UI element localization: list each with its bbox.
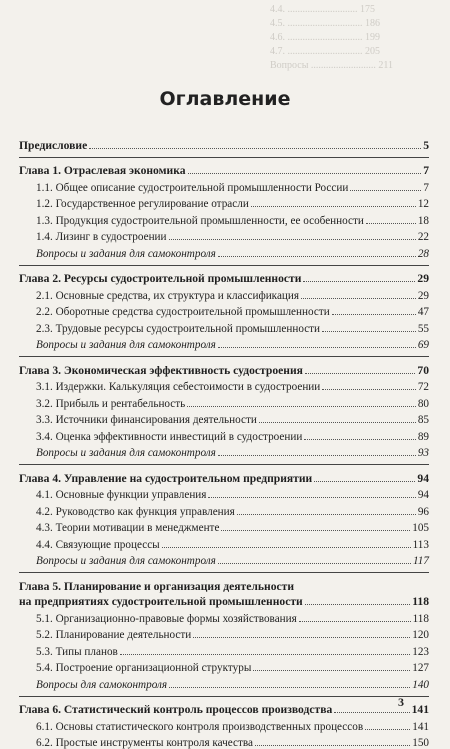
toc-entry-label: Вопросы и задания для самоконтроля: [36, 555, 218, 567]
toc-entry-label: на предприятиях судостроительной промышленности: [19, 595, 305, 608]
page-title: Оглавление: [0, 88, 450, 110]
toc-leader-dots: [303, 281, 415, 282]
toc-chapter-entry[interactable]: [19, 359, 429, 377]
toc-entry-label: Глава 2. Ресурсы судостроительной промышленности: [19, 272, 303, 285]
toc-leader-dots: [301, 298, 416, 299]
toc-leader-dots: [322, 331, 416, 332]
toc-entry-page: 117: [411, 555, 429, 567]
toc-leader-dots: [208, 497, 415, 498]
toc-questions-entry[interactable]: [19, 443, 429, 460]
toc-entry-label: 1.4. Лизинг в судостроении: [36, 231, 169, 243]
toc-entry-label: 1.3. Продукция судостроительной промышленности, ее особенности: [36, 215, 366, 227]
toc-leader-dots: [255, 745, 410, 746]
toc-section-entry[interactable]: [19, 377, 429, 394]
toc-entry-label: 6.2. Простые инструменты контроля качества: [36, 737, 255, 749]
toc-entry-label: 6.1. Основы статистического контроля производственных процессов: [36, 721, 365, 733]
toc-chapter-entry[interactable]: [19, 699, 429, 717]
toc-section-entry[interactable]: [19, 426, 429, 443]
toc-section-entry[interactable]: [19, 177, 429, 194]
toc-section-entry[interactable]: [19, 658, 429, 675]
toc-leader-dots: [193, 637, 410, 638]
toc-section-entry[interactable]: [19, 485, 429, 502]
toc-entry-page: 70: [415, 364, 429, 377]
chapter-divider: [19, 696, 429, 697]
toc-entry-label: 4.3. Теории мотивации в менеджменте: [36, 522, 221, 534]
toc-entry-page: 141: [410, 703, 429, 716]
toc-leader-dots: [89, 148, 421, 149]
bleed-through-text: 4.4. ............................ 175 4.5. .............................. 186 4.6. .............................. 199 4.7. .............................. 205 Вопросы .......................... 211: [0, 0, 450, 80]
toc-leader-dots: [169, 687, 410, 688]
toc-section-entry[interactable]: [19, 393, 429, 410]
toc-section-entry[interactable]: [19, 641, 429, 658]
toc-entry-label: Глава 1. Отраслевая экономика: [19, 164, 188, 177]
toc-entry-page: 89: [416, 431, 429, 443]
toc-leader-dots: [332, 314, 416, 315]
toc-entry-page: 150: [410, 737, 429, 749]
toc-entry-page: 5: [421, 139, 429, 152]
toc-entry-page: 18: [416, 215, 429, 227]
chapter-divider: [19, 157, 429, 158]
toc-section-entry[interactable]: [19, 501, 429, 518]
chapter-divider: [19, 464, 429, 465]
chapter-divider: [19, 356, 429, 357]
toc-entry-label: 1.1. Общее описание судостроительной промышленности России: [36, 182, 350, 194]
toc-section-entry[interactable]: [19, 608, 429, 625]
toc-leader-dots: [305, 604, 411, 605]
toc-leader-dots: [350, 190, 421, 191]
toc-leader-dots: [162, 547, 411, 548]
toc-questions-entry[interactable]: [19, 243, 429, 260]
toc-entry-label: 5.4. Построение организационной структуры: [36, 662, 253, 674]
toc-entry-label: 3.3. Источники финансирования деятельности: [36, 414, 259, 426]
toc-entry-page: 7: [421, 164, 429, 177]
toc-entry-page: 94: [415, 472, 429, 485]
toc-entry-label: 4.2. Руководство как функция управления: [36, 506, 237, 518]
toc-leader-dots: [299, 621, 411, 622]
toc-section-entry[interactable]: [19, 716, 429, 733]
toc-entry-label: 5.2. Планирование деятельности: [36, 629, 193, 641]
toc-questions-entry[interactable]: [19, 674, 429, 691]
toc-leader-dots: [366, 223, 416, 224]
table-of-contents: [19, 134, 429, 749]
toc-entry-label: Вопросы и задания для самоконтроля: [36, 339, 218, 351]
toc-leader-dots: [218, 347, 416, 348]
toc-entry-page: 140: [410, 679, 429, 691]
toc-leader-dots: [259, 422, 416, 423]
toc-chapter-entry[interactable]: [19, 593, 429, 608]
toc-section-entry[interactable]: [19, 194, 429, 211]
toc-entry-label: Глава 5. Планирование и организация деятельности: [19, 580, 296, 593]
toc-entry-page: 29: [415, 272, 429, 285]
toc-leader-dots: [187, 406, 416, 407]
toc-entry-page: 93: [416, 447, 429, 459]
toc-entry-page: 47: [416, 306, 429, 318]
toc-section-entry[interactable]: [19, 302, 429, 319]
toc-entry-label: Вопросы и задания для самоконтроля: [36, 447, 218, 459]
toc-leader-dots: [120, 654, 410, 655]
toc-entry-page: 94: [416, 489, 429, 501]
toc-entry-page: 29: [416, 290, 429, 302]
toc-entry-page: 96: [416, 506, 429, 518]
toc-entry-page: 105: [410, 522, 429, 534]
chapter-divider: [19, 265, 429, 266]
toc-section-entry[interactable]: [19, 285, 429, 302]
toc-entry-label: 1.2. Государственное регулирование отрасли: [36, 198, 251, 210]
toc-section-entry[interactable]: [19, 210, 429, 227]
toc-entry-page: 120: [410, 629, 429, 641]
toc-chapter-entry[interactable]: [19, 160, 429, 178]
toc-entry-label: 4.1. Основные функции управления: [36, 489, 208, 501]
toc-entry-label: Глава 6. Статистический контроль процессов производства: [19, 703, 334, 716]
toc-entry-page: 80: [416, 398, 429, 410]
toc-section-entry[interactable]: [19, 410, 429, 427]
toc-leader-dots: [314, 481, 415, 482]
toc-section-entry[interactable]: [19, 318, 429, 335]
toc-questions-entry[interactable]: [19, 551, 429, 568]
toc-leader-dots: [169, 239, 416, 240]
toc-entry-page: 118: [410, 595, 429, 608]
toc-section-entry[interactable]: [19, 625, 429, 642]
toc-leader-dots: [237, 514, 416, 515]
toc-entry-label: 5.3. Типы планов: [36, 646, 120, 658]
toc-leader-dots: [251, 206, 416, 207]
toc-entry-page: 72: [416, 381, 429, 393]
toc-section-entry[interactable]: [19, 518, 429, 535]
toc-entry-page: 123: [410, 646, 429, 658]
toc-chapter-entry[interactable]: [19, 134, 429, 152]
toc-leader-dots: [322, 389, 416, 390]
toc-entry-label: 4.4. Связующие процессы: [36, 539, 162, 551]
toc-entry-page: 55: [416, 323, 429, 335]
toc-entry-label: 3.4. Оценка эффективности инвестиций в судостроении: [36, 431, 304, 443]
toc-entry-label: Предисловие: [19, 139, 89, 152]
toc-entry-label: 3.2. Прибыль и рентабельность: [36, 398, 187, 410]
toc-chapter-entry[interactable]: [19, 268, 429, 286]
toc-leader-dots: [218, 256, 416, 257]
toc-leader-dots: [365, 729, 410, 730]
toc-leader-dots: [188, 173, 422, 174]
toc-entry-label: Глава 3. Экономическая эффективность судостроения: [19, 364, 305, 377]
toc-questions-entry[interactable]: [19, 335, 429, 352]
toc-section-entry[interactable]: [19, 534, 429, 551]
toc-entry-page: 141: [410, 721, 429, 733]
toc-entry-label: Глава 4. Управление на судостроительном предприятии: [19, 472, 314, 485]
toc-entry-label: 2.3. Трудовые ресурсы судостроительной промышленности: [36, 323, 322, 335]
toc-leader-dots: [253, 670, 410, 671]
toc-chapter-entry[interactable]: [19, 467, 429, 485]
toc-entry-label: 2.1. Основные средства, их структура и классификация: [36, 290, 301, 302]
toc-entry-label: 2.2. Оборотные средства судостроительной промышленности: [36, 306, 332, 318]
toc-entry-page: 113: [411, 539, 429, 551]
toc-leader-dots: [218, 455, 416, 456]
toc-leader-dots: [221, 530, 410, 531]
toc-entry-page: 12: [416, 198, 429, 210]
page-number: 3: [398, 695, 404, 710]
toc-chapter-entry[interactable]: [19, 575, 429, 593]
toc-entry-page: 28: [416, 248, 429, 260]
toc-entry-label: Вопросы и задания для самоконтроля: [36, 248, 218, 260]
toc-entry-label: 5.1. Организационно-правовые формы хозяйствования: [36, 613, 299, 625]
toc-leader-dots: [334, 712, 409, 713]
toc-entry-label: 3.1. Издержки. Калькуляция себестоимости в судостроении: [36, 381, 322, 393]
chapter-divider: [19, 572, 429, 573]
toc-leader-dots: [304, 439, 415, 440]
toc-entry-page: 22: [416, 231, 429, 243]
toc-section-entry[interactable]: [19, 227, 429, 244]
toc-leader-dots: [305, 373, 416, 374]
toc-entry-label: Вопросы для самоконтроля: [36, 679, 169, 691]
toc-entry-page: 118: [411, 613, 429, 625]
toc-section-entry[interactable]: [19, 733, 429, 749]
toc-entry-page: 85: [416, 414, 429, 426]
toc-entry-page: 69: [416, 339, 429, 351]
toc-leader-dots: [218, 563, 411, 564]
toc-entry-page: 7: [421, 182, 429, 194]
toc-entry-page: 127: [410, 662, 429, 674]
